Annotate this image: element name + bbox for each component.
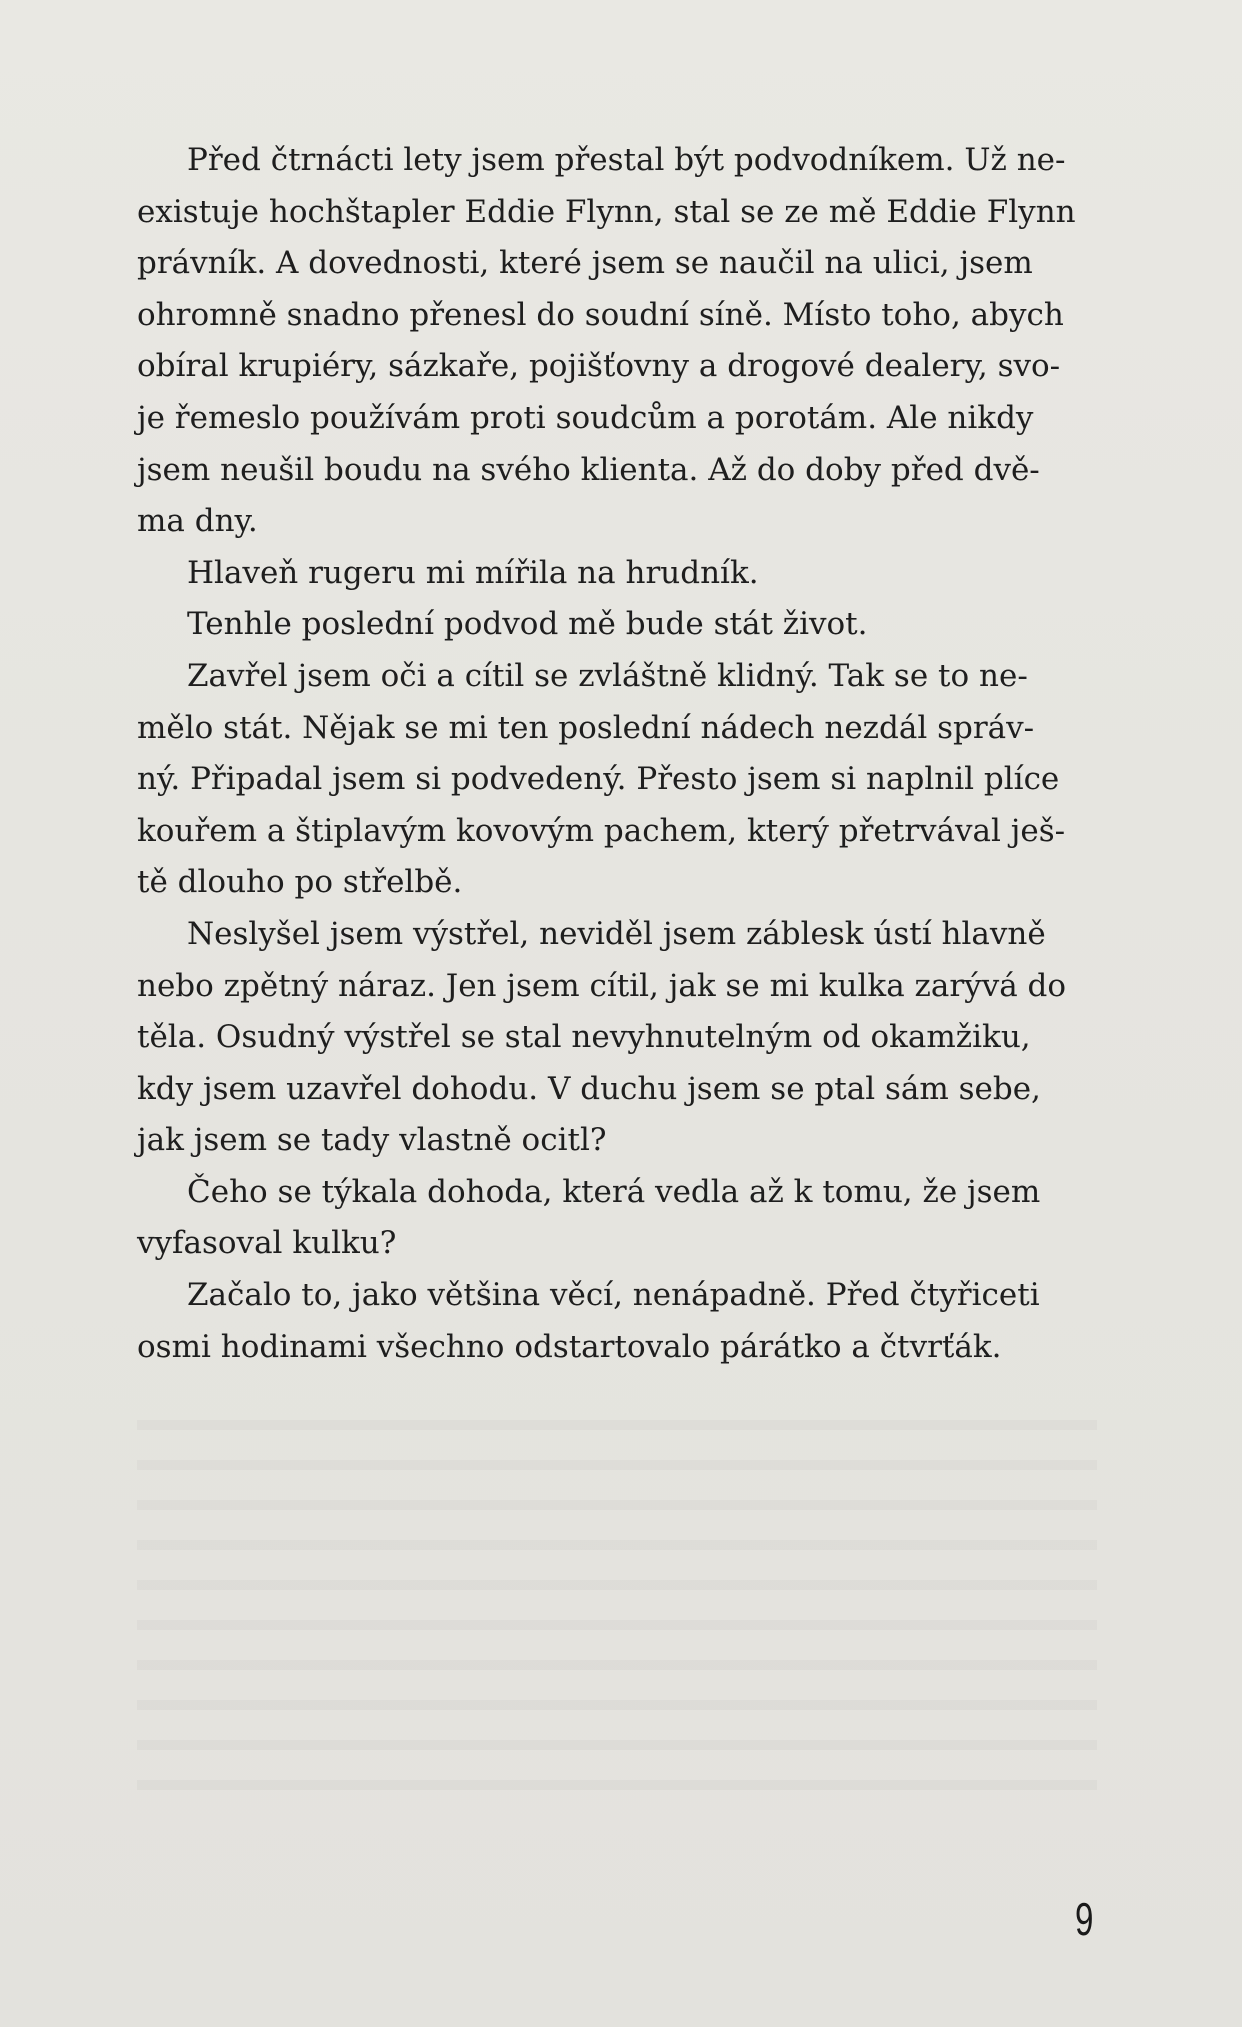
text-line: Před čtrnácti lety jsem přestal být podvodníkem. Už ne- [187,142,1066,178]
text-line: nebo zpětný náraz. Jen jsem cítil, jak se mi kulka zarývá do [137,967,1067,1004]
text-line: je řemeslo používám proti soudcům a porotám. Ale nikdy [137,399,1034,436]
text-line: Zavřel jsem oči a cítil se zvláštně klidný. Tak se to ne- [187,657,1028,694]
text-line: ma dny. [137,503,258,540]
text-line: kouřem a štiplavým kovovým pachem, který přetrvával ješ- [137,812,1066,849]
page-number: 9 [1075,1893,1094,1945]
text-line: jsem neušil boudu na svého klienta. Až do doby před dvě- [137,451,1040,488]
text-line: osmi hodinami všechno odstartovalo párátko a čtvrťák. [137,1328,1002,1365]
text-line: obíral krupiéry, sázkaře, pojišťovny a drogové dealery, svo- [137,348,1061,385]
body-text [137,135,1097,1373]
text-line: Začalo to, jako většina věcí, nenápadně. Před čtyřiceti [187,1277,1040,1314]
text-line: vyfasoval kulku? [137,1225,397,1262]
text-line: Hlaveň rugeru mi mířila na hrudník. [187,554,759,591]
text-line: jak jsem se tady vlastně ocitl? [137,1122,607,1159]
text-line: tě dlouho po střelbě. [137,864,463,901]
text-line: Tenhle poslední podvod mě bude stát život. [187,606,868,643]
text-line: Čeho se týkala dohoda, která vedla až k tomu, že jsem [187,1173,1041,1210]
text-line: mělo stát. Nějak se mi ten poslední nádech nezdál správ- [137,709,1035,746]
text-line: ohromně snadno přenesl do soudní síně. Místo toho, abych [137,296,1064,333]
text-line: právník. A dovednosti, které jsem se naučil na ulici, jsem [137,245,1033,282]
text-line: ný. Připadal jsem si podvedený. Přesto jsem si naplnil plíce [137,761,1060,798]
text-line: kdy jsem uzavřel dohodu. V duchu jsem se ptal sám sebe, [137,1070,1041,1107]
text-line: těla. Osudný výstřel se stal nevyhnutelným od okamžiku, [137,1019,1031,1056]
text-line: existuje hochštapler Eddie Flynn, stal se ze mě Eddie Flynn [137,193,1076,230]
show-through-text [137,1390,1097,1810]
text-line: Neslyšel jsem výstřel, neviděl jsem záblesk ústí hlavně [187,915,1046,952]
